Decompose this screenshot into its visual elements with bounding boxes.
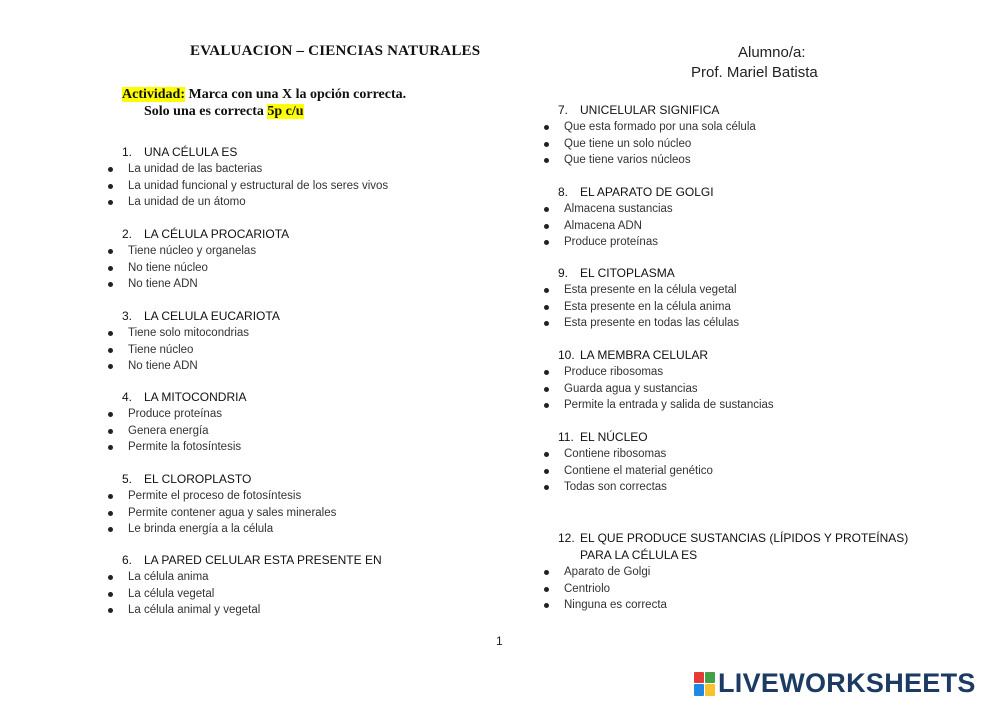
liveworksheets-logo-icon xyxy=(694,672,715,696)
answer-option[interactable] xyxy=(108,505,336,522)
bullet-icon xyxy=(108,511,113,516)
answer-option-text: Tiene solo mitocondrias xyxy=(128,327,250,339)
instructions-text-2: Solo una es correcta xyxy=(144,104,268,119)
answer-option-text: Guarda agua y sustancias xyxy=(564,382,698,395)
answer-option[interactable] xyxy=(108,569,382,586)
question-12 xyxy=(544,530,920,614)
answer-option[interactable] xyxy=(544,479,713,496)
answer-option-text: No tiene ADN xyxy=(128,360,198,373)
answer-option-text: Permite la fotosíntesis xyxy=(128,441,242,454)
answer-option[interactable] xyxy=(544,218,714,235)
answer-option-text: Le brinda energía a la célula xyxy=(128,523,274,536)
question-1 xyxy=(108,144,388,211)
answer-option[interactable] xyxy=(544,315,739,332)
answer-option[interactable] xyxy=(108,325,280,342)
bullet-icon xyxy=(544,240,549,245)
answer-option-text: Produce ribosomas xyxy=(564,366,664,378)
answer-option-text: Produce proteínas xyxy=(128,408,222,420)
question-text: UNICELULAR SIGNIFICA xyxy=(580,103,720,117)
question-heading xyxy=(558,184,714,201)
bullet-icon xyxy=(544,603,549,608)
answer-option[interactable] xyxy=(544,201,714,218)
question-text: LA CELULA EUCARIOTA xyxy=(144,309,280,323)
question-heading xyxy=(122,389,246,406)
answer-option[interactable] xyxy=(544,299,739,316)
question-heading xyxy=(122,552,382,569)
question-number: 1. xyxy=(122,145,133,159)
student-label: Alumno/a: xyxy=(738,44,806,61)
answer-option-text: No tiene ADN xyxy=(128,278,198,291)
bullet-icon xyxy=(108,429,113,434)
question-9 xyxy=(544,265,739,332)
question-text: LA PARED CELULAR ESTA PRESENTE EN xyxy=(144,553,382,567)
brand-name: LIVEWORKSHEETS xyxy=(718,668,976,698)
answer-option-text: Que tiene un solo núcleo xyxy=(564,137,692,150)
bullet-icon xyxy=(108,575,113,580)
answer-option[interactable] xyxy=(544,282,739,299)
question-text: EL CITOPLASMA xyxy=(580,266,675,280)
answer-option[interactable] xyxy=(108,358,280,375)
answer-option-text: La célula anima xyxy=(128,571,209,583)
answer-option-text: La unidad de un átomo xyxy=(128,196,246,209)
question-2 xyxy=(108,226,289,293)
question-number: 6. xyxy=(122,553,133,567)
bullet-icon xyxy=(108,348,113,353)
page-number: 1 xyxy=(496,634,503,648)
bullet-icon xyxy=(108,364,113,369)
bullet-icon xyxy=(544,485,549,490)
question-text: LA MITOCONDRIA xyxy=(144,390,247,404)
liveworksheets-brand xyxy=(694,668,976,699)
answer-option[interactable] xyxy=(544,597,920,614)
logo-tile xyxy=(705,672,715,684)
question-text: LA CÉLULA PROCARIOTA xyxy=(144,227,290,241)
logo-tile xyxy=(694,672,704,684)
teacher-name: Prof. Mariel Batista xyxy=(691,64,818,81)
answer-option-text: Esta presente en todas las células xyxy=(564,317,740,330)
bullet-icon xyxy=(108,412,113,417)
answer-option[interactable] xyxy=(544,381,774,398)
answer-option[interactable] xyxy=(544,446,713,463)
answer-option[interactable] xyxy=(108,521,336,538)
logo-tile xyxy=(705,684,715,696)
question-text: EL APARATO DE GOLGI xyxy=(580,185,714,199)
question-number: 4. xyxy=(122,390,133,404)
bullet-icon xyxy=(544,288,549,293)
question-heading xyxy=(558,429,713,446)
question-number: 11. xyxy=(558,430,574,444)
question-number: 12. xyxy=(558,531,575,545)
answer-option-text: Que tiene varios núcleos xyxy=(564,154,691,167)
question-heading xyxy=(122,308,280,325)
question-number: 10. xyxy=(558,348,575,362)
question-text: EL CLOROPLASTO xyxy=(144,472,252,486)
question-7 xyxy=(544,102,756,169)
bullet-icon xyxy=(544,403,549,408)
question-5 xyxy=(108,471,336,538)
bullet-icon xyxy=(544,452,549,457)
question-8 xyxy=(544,184,714,251)
answer-option[interactable] xyxy=(108,161,388,178)
answer-option[interactable] xyxy=(544,397,774,414)
answer-option-text: Produce proteínas xyxy=(564,236,658,249)
bullet-icon xyxy=(108,608,113,613)
bullet-icon xyxy=(544,570,549,575)
answer-option-text: Genera energía xyxy=(128,424,209,437)
answer-option-text: Ninguna es correcta xyxy=(564,599,667,612)
answer-option[interactable] xyxy=(108,178,388,195)
instructions-text: Marca con una X la opción correcta. xyxy=(185,87,407,102)
answer-option[interactable] xyxy=(108,439,246,456)
answer-option-text: Tiene núcleo y organelas xyxy=(128,245,257,257)
bullet-icon xyxy=(108,331,113,336)
question-number: 8. xyxy=(558,185,569,199)
answer-option-text: Esta presente en la célula anima xyxy=(564,300,731,313)
answer-option-text: Almacena ADN xyxy=(564,219,642,232)
answer-option[interactable] xyxy=(544,364,774,381)
question-heading xyxy=(558,530,920,564)
answer-option-text: No tiene núcleo xyxy=(128,261,208,274)
bullet-icon xyxy=(544,125,549,130)
question-number: 5. xyxy=(122,472,133,486)
answer-option-text: Esta presente en la célula vegetal xyxy=(564,284,737,296)
answer-option[interactable] xyxy=(544,234,714,251)
answer-option[interactable] xyxy=(108,194,388,211)
answer-option[interactable] xyxy=(544,564,920,581)
answer-option[interactable] xyxy=(108,406,246,423)
worksheet-title: EVALUACION – CIENCIAS NATURALES xyxy=(190,43,481,59)
answer-option-text: Almacena sustancias xyxy=(564,203,673,215)
instructions-line-2 xyxy=(122,103,406,120)
answer-option[interactable] xyxy=(108,586,382,603)
answer-option[interactable] xyxy=(544,152,756,169)
answer-option[interactable] xyxy=(544,463,713,480)
answer-option-text: Contiene ribosomas xyxy=(564,448,667,460)
answer-option[interactable] xyxy=(108,423,246,440)
answer-option-text: Que esta formado por una sola célula xyxy=(564,121,756,133)
question-text: EL QUE PRODUCE SUSTANCIAS (LÍPIDOS Y PROTEÍNAS) PARA LA CÉLULA ES xyxy=(580,531,909,562)
question-heading xyxy=(558,265,739,282)
bullet-icon xyxy=(544,305,549,310)
answer-option[interactable] xyxy=(108,260,289,277)
answer-option-text: Centriolo xyxy=(564,582,611,595)
answer-option-text: La célula vegetal xyxy=(128,587,215,600)
bullet-icon xyxy=(544,207,549,212)
answer-option[interactable] xyxy=(544,119,756,136)
bullet-icon xyxy=(108,494,113,499)
bullet-icon xyxy=(108,266,113,271)
question-3 xyxy=(108,308,280,375)
bullet-icon xyxy=(544,469,549,474)
question-text: LA MEMBRA CELULAR xyxy=(580,348,709,362)
bullet-icon xyxy=(544,587,549,592)
question-heading xyxy=(122,471,336,488)
bullet-icon xyxy=(108,184,113,189)
question-11 xyxy=(544,429,713,496)
answer-option-text: Contiene el material genético xyxy=(564,464,713,477)
question-10 xyxy=(544,347,774,414)
bullet-icon xyxy=(108,282,113,287)
bullet-icon xyxy=(544,224,549,229)
question-text: EL NÚCLEO xyxy=(580,430,648,444)
bullet-icon xyxy=(108,527,113,532)
question-heading xyxy=(122,226,289,243)
bullet-icon xyxy=(544,158,549,163)
question-4 xyxy=(108,389,246,456)
bullet-icon xyxy=(108,167,113,172)
activity-label: Actividad: xyxy=(122,87,185,102)
answer-option[interactable] xyxy=(108,243,289,260)
logo-tile xyxy=(694,684,704,696)
bullet-icon xyxy=(544,387,549,392)
question-number: 3. xyxy=(122,309,133,323)
question-heading xyxy=(558,102,756,119)
instructions xyxy=(122,86,406,120)
answer-option[interactable] xyxy=(108,488,336,505)
bullet-icon xyxy=(108,249,113,254)
answer-option-text: Permite la entrada y salida de sustancias xyxy=(564,399,774,412)
points-label: 5p c/u xyxy=(267,104,304,119)
question-number: 2. xyxy=(122,227,133,241)
answer-option[interactable] xyxy=(544,581,920,598)
answer-option[interactable] xyxy=(108,342,280,359)
bullet-icon xyxy=(108,445,113,450)
bullet-icon xyxy=(108,200,113,205)
answer-option-text: Permite contener agua y sales minerales xyxy=(128,506,337,519)
answer-option[interactable] xyxy=(108,602,382,619)
question-6 xyxy=(108,552,382,619)
answer-option-text: La unidad de las bacterias xyxy=(128,163,263,175)
answer-option[interactable] xyxy=(108,276,289,293)
question-heading xyxy=(558,347,774,364)
bullet-icon xyxy=(108,592,113,597)
bullet-icon xyxy=(544,370,549,375)
answer-option-text: Tiene núcleo xyxy=(128,343,194,356)
answer-option-text: La unidad funcional y estructural de los seres vivos xyxy=(128,179,389,192)
answer-option-text: La célula animal y vegetal xyxy=(128,604,261,617)
question-number: 9. xyxy=(558,266,569,280)
bullet-icon xyxy=(544,142,549,147)
answer-option[interactable] xyxy=(544,136,756,153)
bullet-icon xyxy=(544,321,549,326)
answer-option-text: Todas son correctas xyxy=(564,481,667,494)
question-heading xyxy=(122,144,388,161)
answer-option-text: Aparato de Golgi xyxy=(564,566,651,578)
question-text: UNA CÉLULA ES xyxy=(144,145,238,159)
question-number: 7. xyxy=(558,103,569,117)
answer-option-text: Permite el proceso de fotosíntesis xyxy=(128,490,302,502)
